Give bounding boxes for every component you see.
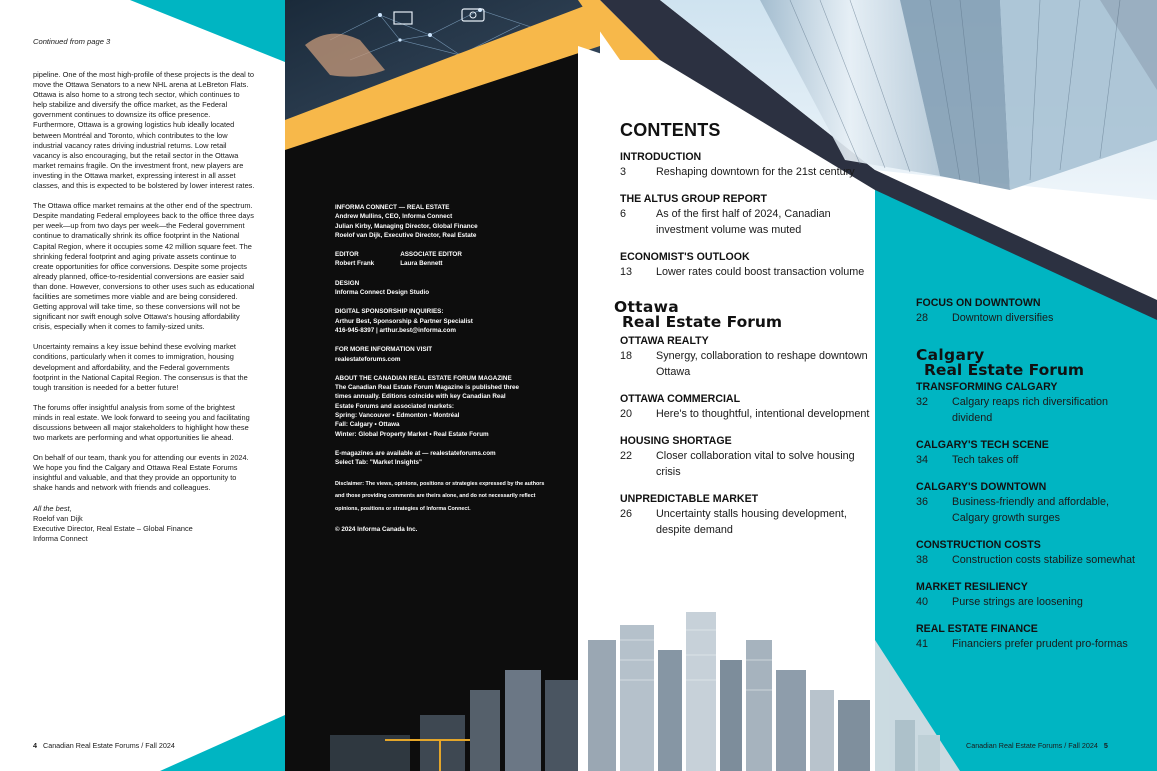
toc-page-number: 40: [916, 596, 929, 608]
toc-entry[interactable]: [620, 406, 870, 422]
copyright-text: © 2024 Informa Canada Inc.: [335, 526, 418, 534]
signer-org: Informa Connect: [33, 533, 88, 543]
toc-section-heading: OTTAWA REALTY: [620, 335, 709, 347]
toc-entry-title: Synergy, collaboration to reshape downtown Ottawa: [656, 350, 868, 378]
design-label: DESIGN: [335, 279, 360, 287]
toc-entry[interactable]: [916, 594, 1136, 610]
calgary-forum-logo: [916, 348, 1136, 378]
masthead-person: Andrew Mullins, CEO, Informa Connect: [335, 213, 453, 221]
toc-entry-title: Closer collaboration vital to solve housing crisis: [656, 450, 855, 478]
toc-section-heading: UNPREDICTABLE MARKET: [620, 493, 759, 505]
toc-page-number: 20: [620, 408, 633, 420]
toc-page-number: 28: [916, 312, 929, 324]
toc-page-number: 38: [916, 554, 929, 566]
toc-entry[interactable]: [916, 310, 1136, 326]
toc-entry-title: Reshaping downtown for the 21st century: [656, 166, 855, 178]
calgary-logo-line2: Real Estate Forum: [924, 361, 1085, 379]
more-info-label: FOR MORE INFORMATION VISIT: [335, 346, 433, 354]
toc-entry-title: As of the first half of 2024, Canadian investment volume was muted: [656, 208, 831, 236]
toc-page-number: 18: [620, 350, 633, 362]
editorial-paragraph: pipeline. One of the most high-profile of these projects is the deal to move the Ottawa Senators to a new NHL arena at LeBreton Flats. Ottawa is also home to a strong tech sector, which continues to help stabilize and diversify the office market, as the Federal government continues to downsize its office presence. Furthermore, Ottawa is a growing logistics hub ideally located between Montréal and Toronto, which contributes to the low industrial vacancy rates driving industrial returns. Low retail vacancy is also encouraging, but the retail sector in the Ottawa market remains fragile. On the investment front, new players are investing in the Ottawa market, expressing interest in all asset classes, and this is expected to be bolstered by lower interest rates.: [33, 70, 255, 191]
signature-block: [33, 504, 255, 544]
toc-page-number: 22: [620, 450, 633, 462]
toc-entry-title: Uncertainty stalls housing development, despite demand: [656, 508, 847, 536]
editorial-column: [33, 37, 255, 544]
right-page-number: 5: [1103, 741, 1108, 750]
sponsorship-contact: 416-945-8397 | arthur.best@informa.com: [335, 326, 456, 334]
toc-page-number: 26: [620, 508, 633, 520]
toc-section-heading: TRANSFORMING CALGARY: [916, 381, 1058, 393]
toc-entry-title: Lower rates could boost transaction volume: [656, 266, 865, 278]
toc-section-heading: CALGARY'S DOWNTOWN: [916, 481, 1047, 493]
ottawa-logo-line1: Ottawa: [614, 298, 680, 316]
toc-page-number: 34: [916, 454, 929, 466]
toc-section-heading: MARKET RESILIENCY: [916, 581, 1028, 593]
toc-entry-title: Downtown diversifies: [952, 312, 1054, 324]
teal-corner-bottom: [160, 715, 285, 771]
toc-entry[interactable]: [916, 452, 1136, 468]
masthead-person: Julian Kirby, Managing Director, Global Finance: [335, 222, 478, 230]
toc-entry[interactable]: [916, 636, 1136, 652]
toc-section[interactable]: [620, 250, 870, 280]
editorial-paragraph: Uncertainty remains a key issue behind these evolving market conditions, particularly when it comes to immigration, housing development and affordability, and the Federal governments footprint in the National Capital Region. The consensus is that the tough transition is needed for a better future!: [33, 342, 248, 392]
toc-section-heading: CONSTRUCTION COSTS: [916, 539, 1041, 551]
toc-page-number: 32: [916, 396, 929, 408]
toc-entry-title: Business-friendly and affordable, Calgary growth surges: [952, 496, 1110, 524]
toc-section[interactable]: [620, 150, 870, 180]
signoff: All the best,: [33, 503, 72, 513]
toc-page-number: 3: [620, 166, 627, 178]
toc-section[interactable]: [916, 296, 1136, 326]
design-name: Informa Connect Design Studio: [335, 289, 430, 297]
more-info-link[interactable]: realestateforums.com: [335, 355, 401, 363]
toc-section[interactable]: [916, 580, 1136, 610]
masthead-emag: [335, 449, 550, 468]
toc-entry[interactable]: [916, 552, 1136, 568]
associate-editor-name: Laura Bennett: [400, 260, 443, 268]
about-line: Spring: Vancouver • Edmonton • Montréal: [335, 412, 460, 420]
toc-section-heading: OTTAWA COMMERCIAL: [620, 393, 741, 405]
toc-entry-title: Construction costs stabilize somewhat: [952, 554, 1136, 566]
about-line: times annually. Editions coincide with key Canadian Real: [335, 393, 506, 401]
toc-entry-title: Financiers prefer prudent pro-formas: [952, 638, 1128, 650]
toc-entry[interactable]: [620, 164, 870, 180]
editorial-paragraph: The forums offer insightful analysis from some of the brightest minds in real estate. We look forward to seeing you and facilitating discussions between all major stakeholders to highlight how these two markets are performing and what opportunities lie ahead.: [33, 402, 250, 443]
toc-entry[interactable]: [620, 348, 870, 380]
toc-page-number: 36: [916, 496, 929, 508]
toc-page-number: 6: [620, 208, 627, 220]
ottawa-logo-line2: Real Estate Forum: [622, 313, 783, 331]
masthead-org-heading: INFORMA CONNECT — REAL ESTATE: [335, 204, 450, 211]
masthead-design: [335, 279, 550, 298]
toc-entry[interactable]: [620, 506, 870, 538]
editorial-paragraph: On behalf of our team, thank you for attending our events in 2024. We hope you find the Calgary and Ottawa Real Estate Forums insightful and valuable, and that they provide an opportunity to shake hands and network with friends and colleagues.: [33, 453, 249, 493]
masthead-disclaimer: Disclaimer: The views, opinions, positions or strategies expressed by the authors and those providing comments are theirs alone, and do not necessarily reflect opinions, positions or strategies of Informa Connect.: [335, 480, 545, 512]
toc-entry[interactable]: [620, 264, 870, 280]
toc-section[interactable]: [916, 380, 1136, 426]
masthead-about: [335, 374, 550, 439]
toc-entry[interactable]: [916, 394, 1136, 426]
about-line: Winter: Global Property Market • Real Estate Forum: [335, 430, 489, 438]
editorial-paragraph: The Ottawa office market remains at the other end of the spectrum. Despite mandating Federal employees back to the office three days per week—up from two days per week—the Federal government continue to dramatically shrink its office footprint in the National Capital Region, where it occupies some 42 million square feet. The shrinking federal footprint and aging private assets continue to create opportunities for office conversions. Despite some projects already planned, office-to-residential conversions are easier said than done. However, conversions to other uses such as educational facilities are sometimes more viable and are being considered. Getting approval will take time, so these conversions will not be significant nor swift enough solve Ottawa's housing affordability crisis, especially when it comes to family-sized units.: [33, 201, 255, 332]
toc-entry-title: Purse strings are loosening: [952, 596, 1083, 608]
signer-name: Roelof van Dijk: [33, 513, 83, 523]
masthead-person: Roelof van Dijk, Executive Director, Real Estate: [335, 231, 477, 239]
masthead-org: [335, 203, 550, 240]
associate-editor-label: ASSOCIATE EDITOR: [400, 251, 462, 259]
toc-entry-title: Here's to thoughtful, intentional development: [656, 408, 870, 420]
toc-section-heading: THE ALTUS GROUP REPORT: [620, 193, 767, 205]
toc-section[interactable]: [916, 622, 1136, 652]
toc-entry-title: Calgary reaps rich diversification dividend: [952, 396, 1109, 424]
toc-entry-title: Tech takes off: [952, 454, 1019, 466]
emag-line: Select Tab: "Market Insights": [335, 459, 423, 467]
contents-title: CONTENTS: [620, 120, 721, 140]
masthead-copyright: [335, 525, 550, 534]
toc-section-heading: HOUSING SHORTAGE: [620, 435, 732, 447]
about-label: ABOUT THE CANADIAN REAL ESTATE FORUM MAGAZINE: [335, 374, 512, 382]
continued-note: Continued from page 3: [33, 37, 111, 46]
about-line: The Canadian Real Estate Forum Magazine is published three: [335, 384, 520, 392]
about-line: Fall: Calgary • Ottawa: [335, 421, 400, 429]
toc-entry[interactable]: [620, 206, 870, 238]
toc-section[interactable]: [620, 334, 870, 380]
toc-section[interactable]: [916, 438, 1136, 468]
masthead-more-info: [335, 345, 550, 364]
toc-page-number: 41: [916, 638, 929, 650]
signer-title: Executive Director, Real Estate – Global Finance: [33, 523, 193, 533]
ottawa-forum-logo: [614, 300, 870, 330]
editor-name: Robert Frank: [335, 260, 375, 268]
toc-entry[interactable]: [916, 494, 1136, 526]
toc-section[interactable]: [620, 434, 870, 480]
left-footer-text: Canadian Real Estate Forums / Fall 2024: [43, 741, 175, 750]
toc-section[interactable]: [916, 480, 1136, 526]
editor-label: EDITOR: [335, 251, 359, 259]
sponsorship-name: Arthur Best, Sponsorship & Partner Specialist: [335, 317, 473, 325]
right-footer-text: Canadian Real Estate Forums / Fall 2024: [966, 741, 1098, 750]
toc-page-number: 13: [620, 266, 633, 278]
masthead: [335, 203, 550, 545]
toc-section-heading: REAL ESTATE FINANCE: [916, 623, 1038, 635]
toc-section[interactable]: [620, 492, 870, 538]
left-folio: [33, 741, 175, 750]
sponsorship-label: DIGITAL SPONSORSHIP INQUIRIES:: [335, 308, 444, 316]
right-folio: [966, 741, 1108, 750]
about-line: Estate Forums and associated markets:: [335, 402, 454, 410]
toc-section[interactable]: [620, 192, 870, 238]
toc-section-heading: INTRODUCTION: [620, 151, 702, 163]
toc-section-heading: FOCUS ON DOWNTOWN: [916, 297, 1041, 309]
contents-column-main: [614, 120, 870, 550]
toc-section-heading: ECONOMIST'S OUTLOOK: [620, 251, 750, 263]
toc-entry[interactable]: [620, 448, 870, 480]
left-page-number: 4: [33, 741, 37, 750]
masthead-editors: [335, 250, 550, 269]
toc-section[interactable]: [620, 392, 870, 422]
masthead-sponsorship: [335, 307, 550, 335]
toc-section-heading: CALGARY'S TECH SCENE: [916, 439, 1049, 451]
emag-line: E-magazines are available at — realestateforums.com: [335, 449, 496, 457]
contents-column-right: [916, 296, 1136, 664]
toc-section[interactable]: [916, 538, 1136, 568]
calgary-logo-line1: Calgary: [916, 346, 985, 364]
